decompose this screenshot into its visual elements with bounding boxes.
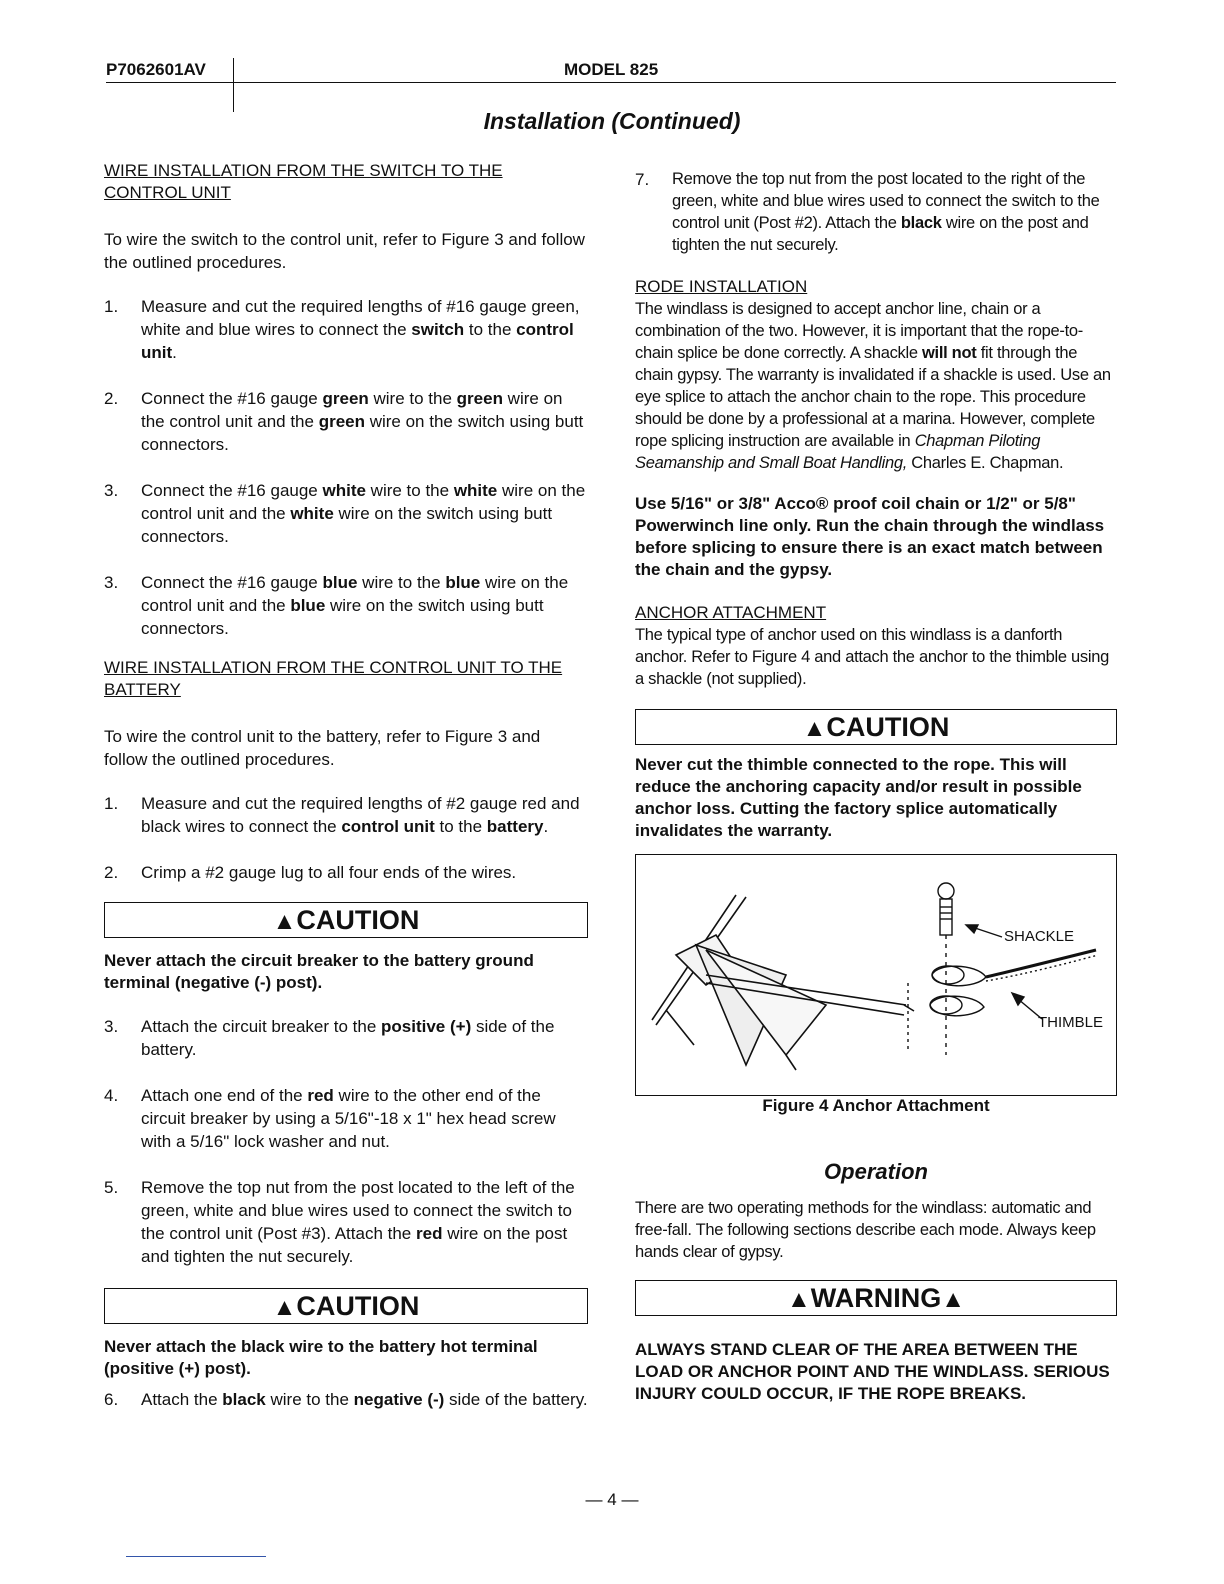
warning-triangle-icon: ▲ xyxy=(272,908,297,935)
thimble-label: THIMBLE xyxy=(1038,1014,1104,1031)
anchor-attachment-text: The typical type of anchor used on this windlass is a danforth anchor. Refer to Figure 4 and attach the anchor to the thimble using a shackle (not supplied). xyxy=(635,626,1109,688)
warning-text: ALWAYS STAND CLEAR OF THE AREA BETWEEN THE LOAD OR ANCHOR POINT AND THE WINDLASS. SERIOUS INJURY COULD OCCUR, IF THE ROPE BREAKS. xyxy=(635,1340,1110,1403)
header-rule xyxy=(106,82,1116,83)
list-item: 3. Connect the #16 gauge blue wire to the blue wire on the control unit and the blue wire on the switch using butt connectors. xyxy=(104,573,569,638)
switch-wiring-heading: WIRE INSTALLATION FROM THE SWITCH TO THE CONTROL UNIT xyxy=(104,161,503,202)
caution-box: ▲CAUTION xyxy=(635,709,1117,745)
caution-box: ▲CAUTION xyxy=(104,902,588,938)
list-item: 1. Measure and cut the required lengths of #2 gauge red and black wires to connect the control unit to the battery. xyxy=(104,794,580,836)
caution-text: Never cut the thimble connected to the rope. This will reduce the anchoring capacity and/or result in possible anchor loss. Cutting the factory splice automatically invalidates the warranty. xyxy=(635,755,1082,840)
list-item: 4. Attach one end of the red wire to the other end of the circuit breaker by using a 5/16"-18 x 1" hex head screw with a 5/16" lock washer and nut. xyxy=(104,1086,556,1151)
battery-wiring-heading: WIRE INSTALLATION FROM THE CONTROL UNIT TO THE BATTERY xyxy=(104,658,563,699)
list-item: 3. Connect the #16 gauge white wire to the white wire on the control unit and the white wire on the switch using butt connectors. xyxy=(104,481,586,546)
figure-caption: Figure 4 Anchor Attachment xyxy=(762,1096,990,1115)
warning-triangle-icon: ▲ xyxy=(786,1286,811,1313)
warning-box: ▲WARNING▲ xyxy=(635,1280,1117,1316)
anchor-figure xyxy=(635,854,1117,1096)
operation-text: There are two operating methods for the windlass: automatic and free-fall. The following sections describe each mode. Always keep hands clear of gypsy. xyxy=(635,1199,1096,1261)
chain-spec-text: Use 5/16" or 3/8" Acco® proof coil chain or 1/2" or 5/8" Powerwinch line only. Run the chain through the windlass before splicing to ensure there is an exact match between the chain and the gypsy. xyxy=(635,494,1105,579)
caution-box: ▲CAUTION xyxy=(104,1288,588,1324)
page-number: — 4 — xyxy=(585,1490,639,1509)
list-item: 1. Measure and cut the required lengths of #16 gauge green, white and blue wires to connect the switch to the control unit. xyxy=(104,297,580,362)
warning-triangle-icon: ▲ xyxy=(272,1294,297,1321)
section-title: Installation (Continued) xyxy=(483,108,741,134)
rode-installation-text: The windlass is designed to accept anchor line, chain or a combination of the two. However, it is important that the rope-to-chain splice be done correctly. A shackle will not fit through the chain gypsy. The warranty is invalidated if a shackle is used. Use an eye splice to attach the anchor chain to the rope. This procedure should be done by a professional at a marina. However, complete rope splicing instruction are available in Chapman Piloting Seamanship and Small Boat Handling, Charles E. Chapman. xyxy=(635,300,1111,472)
shackle-label: SHACKLE xyxy=(1004,928,1075,945)
header-divider xyxy=(233,58,234,112)
warning-triangle-icon: ▲ xyxy=(941,1286,966,1313)
list-item: 5. Remove the top nut from the post located to the left of the green, white and blue wires used to connect the switch to the control unit (Post #3). Attach the red wire on the post and tighten the nut securely. xyxy=(104,1178,575,1266)
warning-triangle-icon: ▲ xyxy=(802,715,827,742)
caution-text: Never attach the black wire to the battery hot terminal (positive (+) post). xyxy=(104,1337,538,1378)
anchor-illustration xyxy=(636,855,1116,1093)
caution-text: Never attach the circuit breaker to the battery ground terminal (negative (-) post). xyxy=(104,951,534,992)
rode-installation-heading: RODE INSTALLATION xyxy=(635,277,808,296)
right-column xyxy=(635,168,1117,1405)
header-model: MODEL 825 xyxy=(564,60,659,79)
list-item: 3. Attach the circuit breaker to the positive (+) side of the battery. xyxy=(104,1017,555,1059)
operation-title: Operation xyxy=(824,1159,928,1184)
header-part-number: P7062601AV xyxy=(106,60,206,79)
bottom-rule xyxy=(126,1556,266,1557)
list-item: 2. Crimp a #2 gauge lug to all four ends of the wires. xyxy=(104,863,517,882)
anchor-attachment-heading: ANCHOR ATTACHMENT xyxy=(635,603,827,622)
switch-wiring-intro: To wire the switch to the control unit, refer to Figure 3 and follow the outlined procedures. xyxy=(104,230,585,272)
battery-wiring-intro: To wire the control unit to the battery, refer to Figure 3 and follow the outlined procedures. xyxy=(104,727,541,769)
list-item: 6. Attach the black wire to the negative (-) side of the battery. xyxy=(104,1390,588,1409)
list-item: 2. Connect the #16 gauge green wire to the green wire on the control unit and the green wire on the switch using butt connectors. xyxy=(104,389,584,454)
list-item: 7. Remove the top nut from the post located to the right of the green, white and blue wires used to connect the switch to the control unit (Post #2). Attach the black wire on the post and tighten the nut securely. xyxy=(635,170,1100,254)
left-column xyxy=(104,160,588,1411)
